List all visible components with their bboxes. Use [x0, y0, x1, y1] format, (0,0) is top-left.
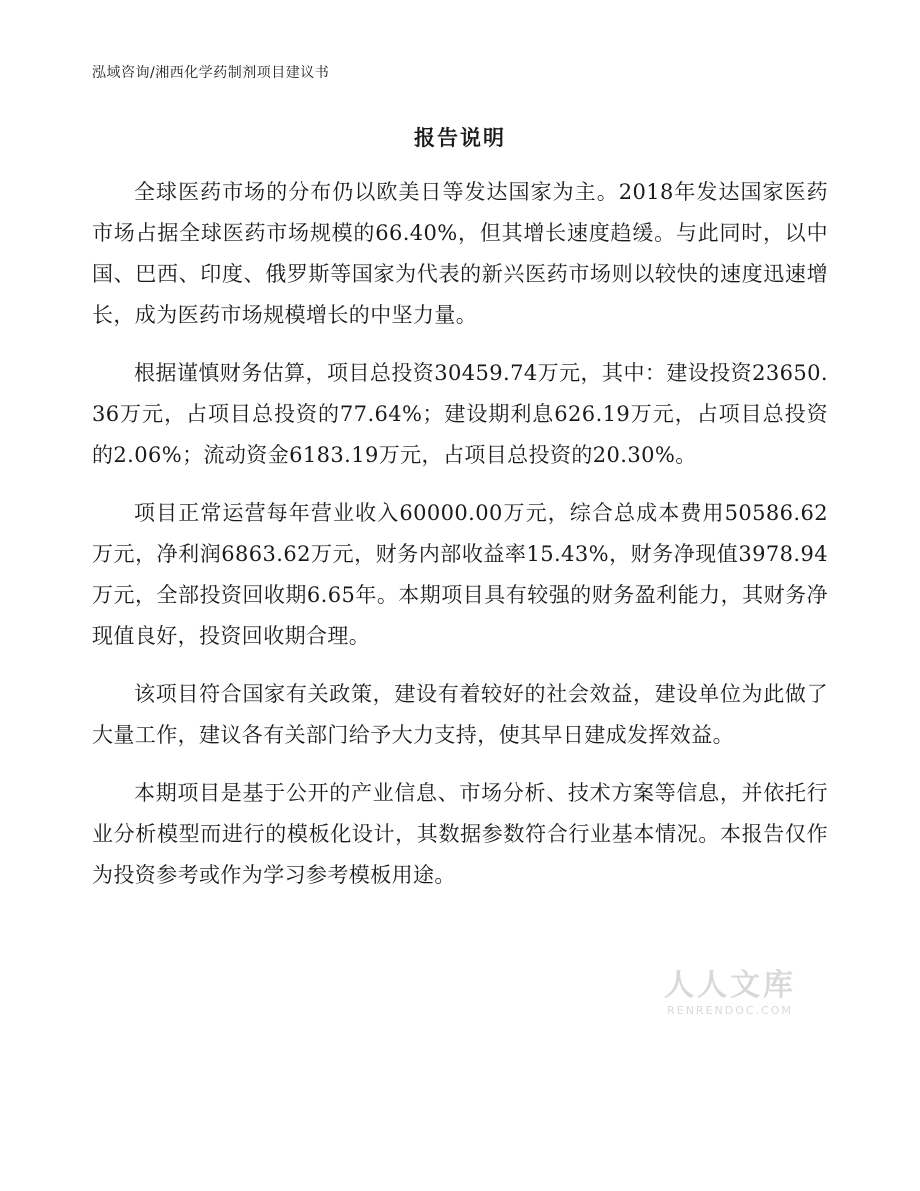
document-body [92, 172, 828, 913]
paragraph-disclaimer: 本期项目是基于公开的产业信息、市场分析、技术方案等信息，并依托行业分析模型而进行的模板化设计，其数据参数符合行业基本情况。本报告仅作为投资参考或作为学习参考模板用途。 [92, 781, 828, 887]
paragraph-market: 全球医药市场的分布仍以欧美日等发达国家为主。2018年发达国家医药市场占据全球医药市场规模的66.40%，但其增长速度趋缓。与此同时，以中国、巴西、印度、俄罗斯等国家为代表的新兴医药市场则以较快的速度迅速增长，成为医药市场规模增长的中坚力量。 [92, 180, 828, 327]
paragraph-policy: 该项目符合国家有关政策，建设有着较好的社会效益，建设单位为此做了大量工作，建议各有关部门给予大力支持，使其早日建成发挥效益。 [92, 682, 828, 747]
watermark-sub: RENRENDOC.COM [667, 1004, 793, 1017]
paragraph-investment: 根据谨慎财务估算，项目总投资30459.74万元，其中：建设投资23650.36万元，占项目总投资的77.64%；建设期利息626.19万元，占项目总投资的2.06%；流动资金6183.19万元，占项目总投资的20.30%。 [92, 361, 828, 467]
watermark-main: 人人文库 [664, 968, 796, 1003]
document-header: 泓域咨询/湘西化学药制剂项目建议书 [92, 65, 330, 81]
page-title: 报告说明 [414, 126, 506, 150]
paragraph-revenue: 项目正常运营每年营业收入60000.00万元，综合总成本费用50586.62万元，净利润6863.62万元，财务内部收益率15.43%，财务净现值3978.94万元，全部投资回收期6.65年。本期项目具有较强的财务盈利能力，其财务净现值良好，投资回收期合理。 [92, 501, 828, 648]
watermark [650, 960, 810, 1017]
